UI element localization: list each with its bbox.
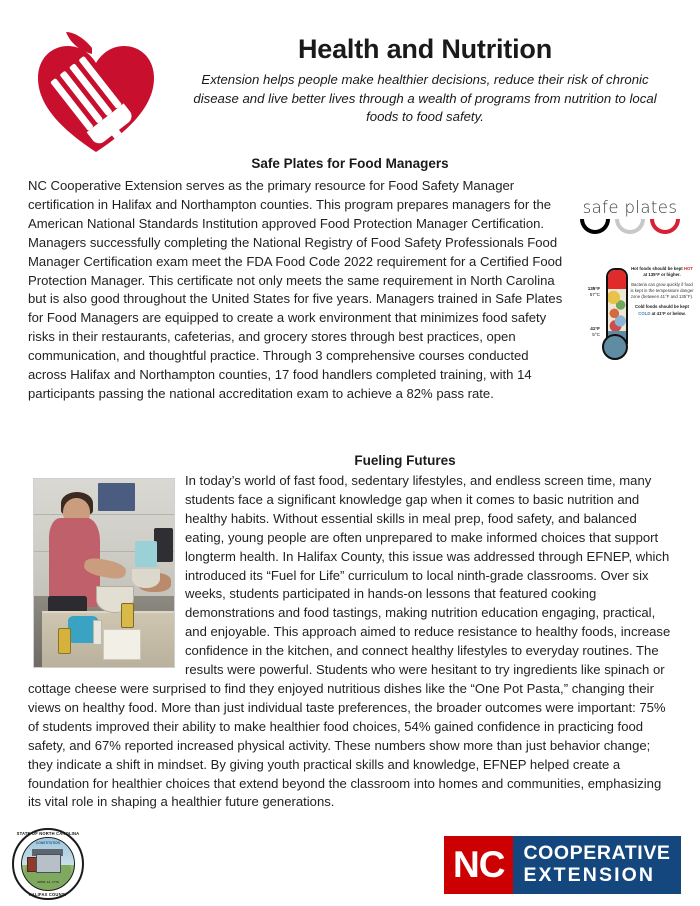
safe-plates-logo [574, 198, 686, 256]
cold-text-accent: COLD [638, 310, 651, 316]
thermometer-cold-text [630, 304, 694, 316]
hot-text-accent: HOT [683, 266, 693, 271]
nc-logo-mark: NC [453, 844, 505, 885]
hot-temp-celsius: 57°C [589, 291, 600, 297]
hot-text-suffix: at 135°F or higher. [643, 272, 681, 278]
cooking-demonstration-photo [33, 478, 175, 668]
cold-text-suffix: at 41°F or below. [650, 310, 686, 316]
seal-arc-bottom-text: HALIFAX COUNTY [28, 892, 68, 897]
plate-gray-icon [615, 219, 645, 234]
page-header [0, 22, 700, 152]
seal-arc-top-text: STATE OF NORTH CAROLINA [16, 831, 80, 836]
header-text-block [170, 34, 680, 127]
hot-text-prefix: Hot foods should be kept [631, 266, 684, 271]
nc-logo-mark-block [444, 836, 513, 894]
safe-plates-wordmark: safe plates [582, 198, 678, 217]
hot-temp-fahrenheit: 135°F [587, 286, 600, 291]
thermometer-description-text [630, 266, 694, 321]
plate-red-icon [650, 219, 680, 234]
page-title: Health and Nutrition [298, 34, 552, 64]
nc-cooperative-extension-logo [444, 836, 681, 894]
section-heading-safe-plates: Safe Plates for Food Managers [251, 156, 449, 171]
apple-heart-fork-icon [32, 30, 160, 158]
section-body-fueling-futures: In today’s world of fast food, sedentary lifestyles, and endless screen time, many students face a significant knowledge gap when it comes to basic nutrition and healthy habits. Without essential skills in meal prep, food safety, and balanced eating, young people are often unprepared to make informed choices that support longterm health. In Halifax County, this issue was addressed through EFNEP, which introduced its “Fuel for Life” curriculum to local ninth-grade classrooms. Over six weeks, students participated in hands-on lessons that featured cooking demonstrations and food tastings, making nutrition education engaging, practical, and enjoyable. This approach aimed to reduce resistance to healthy foods, increase confidence in the kitchen, and connect healthy lifestyles to everyday routines. The results were powerful. Students who were hesitant to try ingredients like spinach or cottage cheese were surprised to find they enjoyed nutritious dishes like the “One Pot Pasta,” changing their views on healthy food. More than just individual taste preferences, the broader outcomes were important: 75% of students improved their ability to make healthier food choices, 54% gained confidence in practicing food safety, and 67% reported increased physical activity. These numbers show more than just behavior change; they indicate a shift in mindset. By giving youth practical skills and knowledge, EFNEP helped create a foundation for healthier choices that extend beyond the classroom into homes and communities, emphasizing its vital role in shaping a healthier future generations. [28, 473, 671, 810]
thermometer-bulb [602, 334, 628, 360]
thermometer-danger-text: Bacteria can grow quickly if food is kept in the temperature danger zone (between 41°F and 135°F). [630, 282, 694, 300]
nc-logo-wordmark-block [513, 836, 680, 894]
thermometer-hot-zone [608, 270, 626, 289]
cold-temp-fahrenheit: 41°F [590, 326, 600, 331]
thermometer-tube [606, 268, 628, 344]
thermometer-temperature-labels [576, 264, 600, 374]
cold-temp-celsius: 5°C [592, 331, 600, 337]
plate-black-icon [580, 219, 610, 234]
thermometer-hot-text [630, 266, 694, 278]
thermometer-icon [602, 268, 628, 368]
section-block-fueling-futures [28, 472, 676, 812]
thermometer-hot-label [588, 286, 600, 297]
cold-text-prefix: Cold foods should be kept [635, 304, 689, 310]
food-temperature-thermometer-graphic [576, 264, 696, 374]
nc-logo-line2: EXTENSION [523, 864, 656, 886]
page-subtitle: Extension helps people make healthier decisions, reduce their risk of chronic disease and live better lives through a wealth of programs from nutrition to local foods to food safety. [193, 72, 657, 125]
nc-logo-line1: COOPERATIVE [523, 842, 671, 865]
thermometer-cold-label [590, 326, 600, 337]
seal-date-text: APRIL 12, 1776 [37, 880, 59, 884]
section-heading-fueling-futures: Fueling Futures [354, 453, 456, 468]
safe-plates-plate-group [574, 219, 686, 234]
section-body-safe-plates: NC Cooperative Extension serves as the primary resource for Food Safety Manager certification in Halifax and Northampton counties. This program prepares managers for the American National Standards Institution approved Food Protection Manager Certification. Managers successfully completing the National Registry of Food Safety Professionals Food Manager Certification exam meet the FDA Food Code 2022 requirement for a Certified Food Protection Manager. This certificate not only meets the same requirement in North Carolina but is also good throughout the United States for five years. Managers trained in Safe Plates for Food Managers are equipped to create a work environment that minimizes food safety risks in their restaurants, cafeterias, and grocery stores through best practices, open communication, and thoughtful practice. Through 3 comprehensive courses conducted across Halifax and Northampton counties, 17 food handlers completed training, with 14 participants passing the national accreditation exam to achieve a 82% pass rate. [28, 178, 563, 401]
thermometer-danger-zone [608, 289, 626, 331]
seal-constitution-text: CONSTITUTION [36, 841, 60, 845]
halifax-county-seal-icon [12, 828, 84, 900]
